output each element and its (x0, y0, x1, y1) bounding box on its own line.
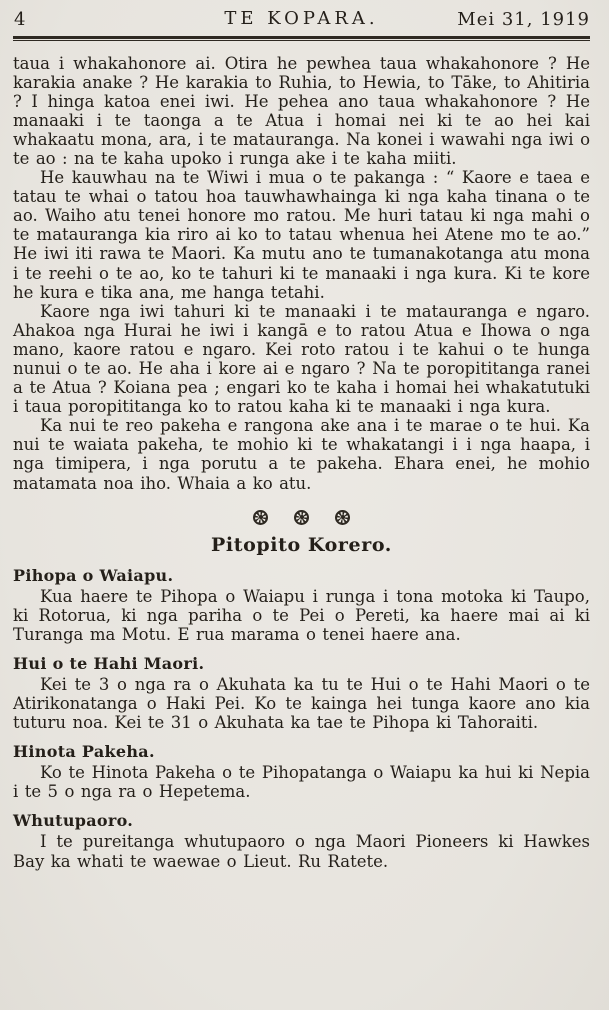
florette-ornament-icon (335, 510, 350, 525)
florette-ornament-icon (294, 510, 309, 525)
news-item-text: I te pureitanga whutupaoro o nga Maori Pioneers ki Hawkes Bay ka whati te waewae o Lieut. Ru Ratete. (13, 832, 590, 871)
ornament-row (13, 510, 590, 525)
news-item (13, 742, 590, 801)
section-title: Pitopito Korero. (211, 533, 392, 556)
article-paragraph: Kaore nga iwi tahuri ki te manaaki i te matauranga e ngaro. Ahakoa nga Hurai he iwi i kangā e to ratou Atua e Ihowa o nga mano, kaore ratou e ngaro. Kei roto ratou i te kahui o te hunga nunui o te ao. He aha i kore ai e ngaro ? Na te poropititanga ranei a te Atua ? Koiana pea ; engari ko te kaha i homai hei whakatutuki i taua poropititanga ko to ratou kaha ki te manaaki i nga kura. (13, 301, 590, 417)
header-double-rule (13, 36, 590, 41)
news-item-heading: Hui o te Hahi Maori. (13, 653, 205, 673)
article-body (13, 54, 590, 871)
article-paragraph: taua i whakahonore ai. Otira he pewhea taua whakahonore ? He karakia anake ? He karakia to Ruhia, to Hewia, to Tāke, to Ahitiria ? I hinga katoa enei iwi. He pehea ano taua whakahonore ? He manaaki i te taonga a te Atua i homai nei ki te ao hei kai whakaatu mona, ara, i te matauranga. Na konei i wawahi nga iwi o te ao : na te kaha upoko i runga ake i te kaha miiti. (13, 53, 590, 168)
news-item-text: Kua haere te Pihopa o Waiapu i runga i tona motoka ki Taupo, ki Rotorua, ki nga pariha o te Pei o Pereti, ka haere mai ai ki Turanga ma Motu. E rua marama o tenei haere ana. (13, 586, 590, 644)
article-paragraph: He kauwhau na te Wiwi i mua o te pakanga : “ Kaore e taea e tatau te whai o tatou hoa tauwhawhainga ki nga kaha tinana o te ao. Waiho atu tenei honore mo ratou. Me huri tatau ki nga mahi o te matauranga kia riro ai ko to tatau whenua hei Atene mo te ao.” He iwi iti rawa te Maori. Ka mutu ano te tumanakotanga atu mona i te reehi o te ao, ko te tahuri ki te manaaki i nga kura. Ki te kore he kura e tika ana, me hanga tetahi. (13, 168, 590, 302)
news-item-heading: Hinota Pakeha. (13, 742, 155, 762)
news-item (13, 566, 590, 644)
news-item-heading: Whutupaoro. (13, 811, 134, 831)
article-paragraph: Ka nui te reo pakeha e rangona ake ana i te marae o te hui. Ka nui te waiata pakeha, te mohio ki te whakatangi i i nga haapa, i nga timipera, i nga porutu a te pakeha. Ehara enei, he mohio matamata noa iho. Whaia a ko atu. (13, 416, 590, 493)
florette-ornament-icon (253, 510, 268, 525)
news-item-text: Ko te Hinota Pakeha o te Pihopatanga o Waiapu ka hui ki Nepia i te 5 o nga ra o Hepetema. (13, 763, 590, 802)
page-header (13, 8, 590, 33)
news-item (13, 811, 590, 870)
issue-date: Mei 31, 1919 (457, 9, 590, 30)
page-number: 4 (14, 9, 26, 30)
news-item (13, 654, 590, 732)
news-item-heading: Pihopa o Waiapu. (13, 565, 174, 585)
news-item-text: Kei te 3 o nga ra o Akuhata ka tu te Hui o te Hahi Maori o te Atirikonatanga o Haki Pei. Ko te kainga hei tunga kaore ano kia tuturu noa. Kei te 31 o Akuhata ka tae te Pihopa ki Tahoraiti. (13, 674, 590, 733)
masthead-title: TE KOPARA. (224, 8, 379, 29)
